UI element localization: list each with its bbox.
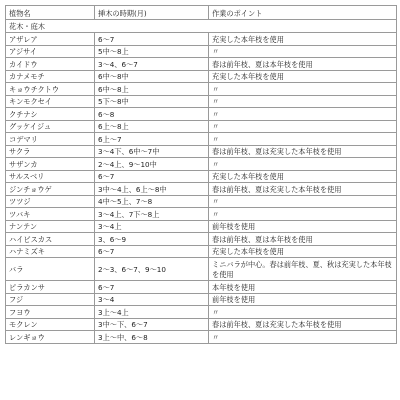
category-label: 花木・庭木 [6,20,397,33]
cutting-period-cell: 6～7 [95,281,209,294]
table-row [6,208,397,221]
cutting-period-cell: 3、6～9 [95,233,209,246]
table-row [6,245,397,258]
plant-name-cell: グッケイジュ [6,120,95,133]
cutting-period-cell: 6上～8上 [95,120,209,133]
table-row [6,183,397,196]
cutting-period-cell: 3～4下、6中～7中 [95,145,209,158]
work-point-cell: 充実した本年枝を使用 [209,33,397,46]
table-row [6,70,397,83]
cutting-period-cell: 3～4、6～7 [95,58,209,71]
work-point-cell: 充実した本年枝を使用 [209,245,397,258]
plant-name-cell: コデマリ [6,133,95,146]
work-point-cell: 〃 [209,133,397,146]
cutting-period-cell: 3中～4上、6上～8中 [95,183,209,196]
plant-name-cell: カイドウ [6,58,95,71]
cutting-period-cell: 2～3、6～7、9～10 [95,258,209,281]
cutting-period-cell: 6中～8中 [95,70,209,83]
plant-name-cell: アジサイ [6,45,95,58]
work-point-cell: 春は前年枝、夏は本年枝を使用 [209,58,397,71]
work-point-cell: 〃 [209,95,397,108]
plant-name-cell: バラ [6,258,95,281]
header-cutting-period: 挿木の時期(月) [95,6,209,20]
cutting-period-cell: 6～7 [95,170,209,183]
work-point-cell: 春は前年枝、夏は充実した本年枝を使用 [209,318,397,331]
table-row [6,170,397,183]
plant-name-cell: キョウチクトウ [6,83,95,96]
table-header-row [6,6,397,20]
cutting-period-cell: 2～4上、9～10中 [95,158,209,171]
work-point-cell: ミニバラが中心。春は前年枝、夏、秋は充実した本年枝を使用 [209,258,397,281]
cutting-period-cell: 5中～8上 [95,45,209,58]
cutting-period-cell: 3上～中、6～8 [95,331,209,344]
table-row [6,220,397,233]
cutting-period-cell: 6～8 [95,108,209,121]
plant-name-cell: フヨウ [6,306,95,319]
work-point-cell: 〃 [209,158,397,171]
plant-name-cell: モクレン [6,318,95,331]
plant-name-cell: ハナミズキ [6,245,95,258]
cutting-period-cell: 3～4 [95,293,209,306]
work-point-cell: 〃 [209,195,397,208]
table-row [6,158,397,171]
cutting-period-cell: 6～7 [95,33,209,46]
table-row [6,83,397,96]
cutting-period-cell: 4中～5上、7～8 [95,195,209,208]
table-row [6,318,397,331]
cutting-period-cell: 3上～4上 [95,306,209,319]
header-work-point: 作業のポイント [209,6,397,20]
work-point-cell: 充実した本年枝を使用 [209,70,397,83]
table-row [6,258,397,281]
cutting-period-cell: 6上～7 [95,133,209,146]
plant-name-cell: サザンカ [6,158,95,171]
cutting-period-cell: 3～4上、7下～8上 [95,208,209,221]
plant-name-cell: フジ [6,293,95,306]
table-row [6,95,397,108]
work-point-cell: 充実した本年枝を使用 [209,170,397,183]
cutting-period-cell: 6中～8上 [95,83,209,96]
table-row [6,45,397,58]
header-plant-name: 植物名 [6,6,95,20]
cutting-period-cell: 5下～8中 [95,95,209,108]
table-row [6,108,397,121]
work-point-cell: 前年枝を使用 [209,220,397,233]
work-point-cell: 〃 [209,45,397,58]
table-row [6,293,397,306]
table-row [6,281,397,294]
table-row [6,331,397,344]
plant-name-cell: サルスベリ [6,170,95,183]
plant-name-cell: アザレア [6,33,95,46]
cutting-period-cell: 3中～下、6～7 [95,318,209,331]
work-point-cell: 〃 [209,120,397,133]
cutting-period-cell: 3～4上 [95,220,209,233]
work-point-cell: 春は前年枝、夏は充実した本年枝を使用 [209,145,397,158]
plant-name-cell: ツツジ [6,195,95,208]
work-point-cell: 本年枝を使用 [209,281,397,294]
plant-name-cell: サクラ [6,145,95,158]
work-point-cell: 〃 [209,306,397,319]
plant-name-cell: ツバキ [6,208,95,221]
work-point-cell: 〃 [209,108,397,121]
plant-name-cell: キンモクセイ [6,95,95,108]
work-point-cell: 春は前年枝、夏は充実した本年枝を使用 [209,183,397,196]
table-row [6,58,397,71]
cutting-schedule-table [5,5,397,344]
category-row [6,20,397,33]
work-point-cell: 〃 [209,331,397,344]
work-point-cell: 春は前年枝、夏は本年枝を使用 [209,233,397,246]
plant-name-cell: カナメモチ [6,70,95,83]
table-row [6,145,397,158]
plant-name-cell: クチナシ [6,108,95,121]
work-point-cell: 前年枝を使用 [209,293,397,306]
work-point-cell: 〃 [209,208,397,221]
table-row [6,120,397,133]
plant-name-cell: ジンチョウゲ [6,183,95,196]
plant-name-cell: ピラカンサ [6,281,95,294]
table-row [6,306,397,319]
work-point-cell: 〃 [209,83,397,96]
table-row [6,33,397,46]
plant-name-cell: ハイビスカス [6,233,95,246]
table-row [6,233,397,246]
table-row [6,133,397,146]
plant-name-cell: レンギョウ [6,331,95,344]
plant-name-cell: ナンテン [6,220,95,233]
table-row [6,195,397,208]
cutting-period-cell: 6～7 [95,245,209,258]
